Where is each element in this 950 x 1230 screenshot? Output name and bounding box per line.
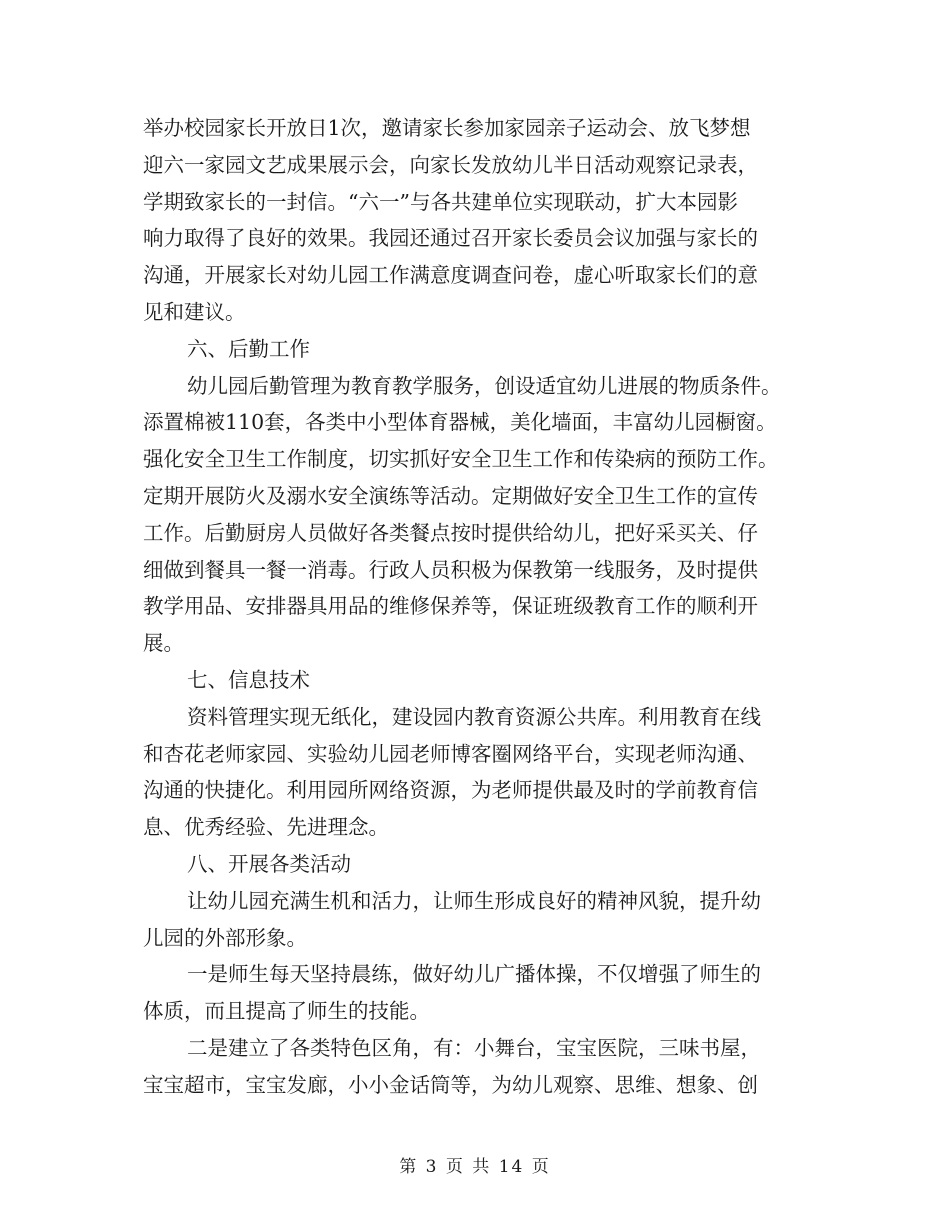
paragraph-line-indented: 幼儿园后勤管理为教育教学服务，创设适宜幼儿进展的物质条件。 — [187, 373, 782, 398]
paragraph-line: 儿园的外部形象。 — [143, 925, 307, 950]
paragraph-line: 学期致家长的一封信。“六一”与各共建单位实现联动，扩大本园影 — [143, 189, 738, 214]
paragraph-line: 见和建议。 — [143, 299, 246, 324]
paragraph-line: 和杏花老师家园、实验幼儿园老师博客圈网络平台，实现老师沟通、 — [143, 741, 758, 766]
paragraph-line: 息、优秀经验、先进理念。 — [143, 815, 389, 840]
paragraph-line: 教学用品、安排器具用品的维修保养等，保证班级教育工作的顺利开 — [143, 594, 758, 619]
paragraph-line-indented: 资料管理实现无纸化，建设园内教育资源公共库。利用教育在线 — [187, 704, 761, 729]
paragraph-line: 宝宝超市，宝宝发廊，小小金话筒等，为幼儿观察、思维、想象、创 — [143, 1072, 758, 1097]
paragraph-line: 展。 — [143, 631, 184, 656]
paragraph-line-indented: 一是师生每天坚持晨练，做好幼儿广播体操，不仅增强了师生的 — [187, 962, 761, 987]
page-footer: 第 3 页 共 14 页 — [399, 1157, 551, 1177]
paragraph-line: 工作。后勤厨房人员做好各类餐点按时提供给幼儿，把好采买关、仔 — [143, 520, 758, 545]
paragraph-line: 举办校园家长开放日1次，邀请家长参加家园亲子运动会、放飞梦想 — [143, 116, 751, 140]
paragraph-line-indented: 八、开展各类活动 — [187, 851, 351, 876]
paragraph-line-indented: 七、信息技术 — [187, 667, 310, 692]
paragraph-line: 沟通，开展家长对幼儿园工作满意度调查问卷，虚心听取家长们的意 — [143, 263, 758, 288]
paragraph-line: 定期开展防火及溺水安全演练等活动。定期做好安全卫生工作的宣传 — [143, 483, 758, 508]
paragraph-line: 强化安全卫生工作制度，切实抓好安全卫生工作和传染病的预防工作。 — [143, 447, 779, 472]
paragraph-line: 响力取得了良好的效果。我园还通过召开家长委员会议加强与家长的 — [143, 226, 758, 251]
paragraph-line: 体质，而且提高了师生的技能。 — [143, 999, 430, 1024]
paragraph-line-indented: 让幼儿园充满生机和活力，让师生形成良好的精神风貌，提升幼 — [187, 888, 761, 913]
paragraph-line: 添置棉被110套，各类中小型体育器械，美化墙面，丰富幼儿园橱窗。 — [143, 410, 777, 435]
paragraph-line-indented: 六、后勤工作 — [187, 336, 310, 361]
paragraph-line: 细做到餐具一餐一消毒。行政人员积极为保教第一线服务，及时提供 — [143, 557, 758, 582]
paragraph-line: 迎六一家园文艺成果展示会，向家长发放幼儿半日活动观察记录表， — [143, 152, 758, 177]
paragraph-line-indented: 二是建立了各类特色区角，有：小舞台，宝宝医院，三味书屋， — [187, 1035, 761, 1060]
paragraph-line: 沟通的快捷化。利用园所网络资源，为老师提供最及时的学前教育信 — [143, 778, 758, 803]
document-body — [143, 110, 815, 1104]
